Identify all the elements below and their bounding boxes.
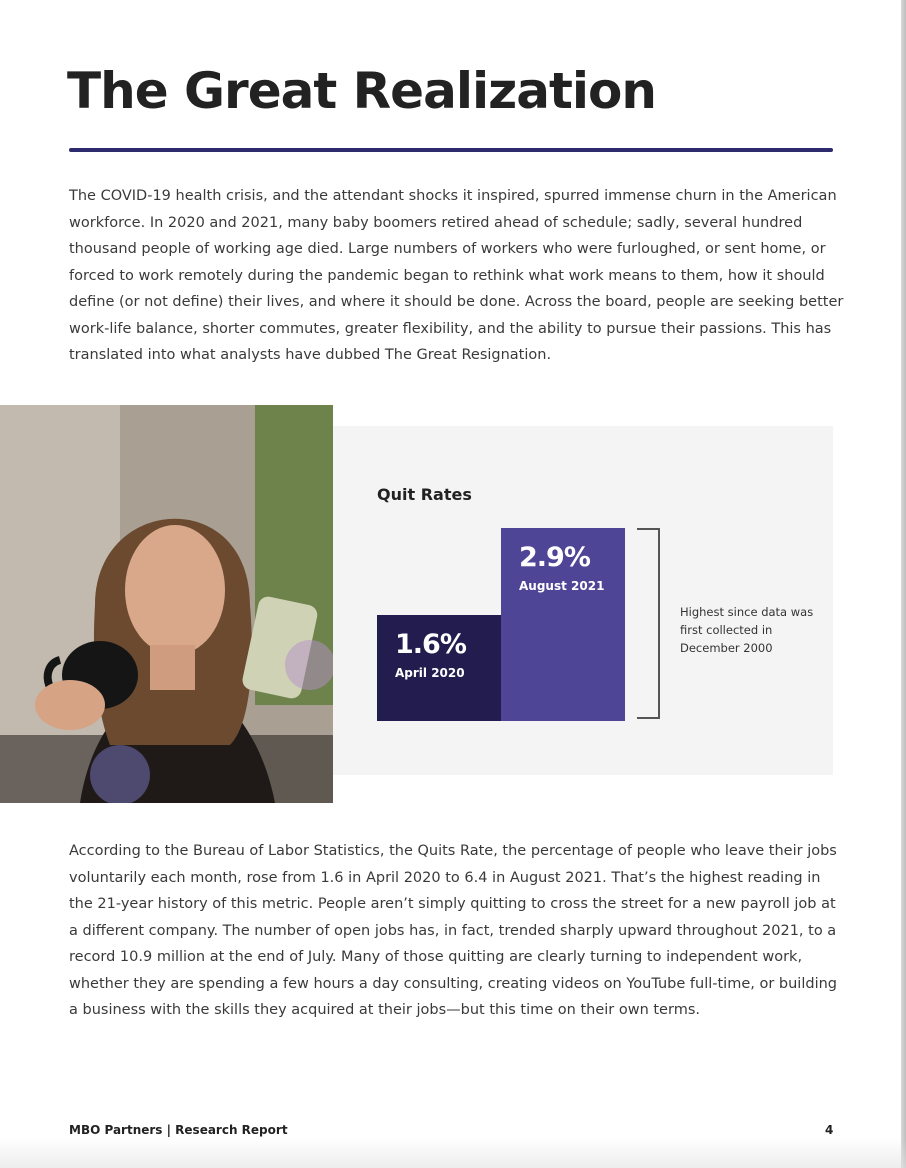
intro-paragraph: The COVID-19 health crisis, and the attendant shocks it inspired, spurred immense churn in the American workforce. In 2020 and 2021, many baby boomers retired ahead of schedule; sadly, several hundred thousand people of working age died. Large numbers of workers who were furloughed, or sent home, or forced to work remotely during the pandemic began to rethink what work means to them, how it should define (or not define) their lives, and where it should be done. Across the board, people are seeking better work-life balance, shorter commutes, greater flexibility, and the ability to pursue their passions. This has translated into what analysts have dubbed The Great Resignation. xyxy=(69,188,844,363)
page-title: The Great Realization xyxy=(67,62,656,120)
footer-report-label: MBO Partners | Research Report xyxy=(69,1123,288,1137)
page-bottom-shadow xyxy=(0,1138,906,1168)
photo-illustration xyxy=(0,405,333,803)
bar-category-label: August 2021 xyxy=(519,579,605,593)
bar-value-label: 2.9% xyxy=(519,542,590,573)
bar-april-2020 xyxy=(377,615,501,721)
chart-title: Quit Rates xyxy=(377,485,472,504)
bar-august-2021 xyxy=(501,528,625,721)
bar-value-label: 1.6% xyxy=(395,629,466,660)
page-edge xyxy=(901,0,906,1168)
title-underline xyxy=(69,148,833,152)
chart-annotation: Highest since data was first collected in December 2000 xyxy=(680,605,814,655)
bar-category-label: April 2020 xyxy=(395,666,465,680)
page-number: 4 xyxy=(825,1123,834,1137)
woman-with-coffee-photo xyxy=(0,405,333,803)
range-bracket xyxy=(637,528,660,719)
body-paragraph: According to the Bureau of Labor Statistics, the Quits Rate, the percentage of people who leave their jobs voluntarily each month, rose from 1.6 in April 2020 to 6.4 in August 2021. That’s the highest reading in the 21-year history of this metric. People aren’t simply quitting to cross the street for a new payroll job at a different company. The number of open jobs has, in fact, trended sharply upward throughout 2021, to a record 10.9 million at the end of July. Many of those quitting are clearly turning to independent work, whether they are spending a few hours a day consulting, creating videos on YouTube full-time, or building a business with the skills they acquired at their jobs—but this time on their own terms. xyxy=(69,843,837,1018)
